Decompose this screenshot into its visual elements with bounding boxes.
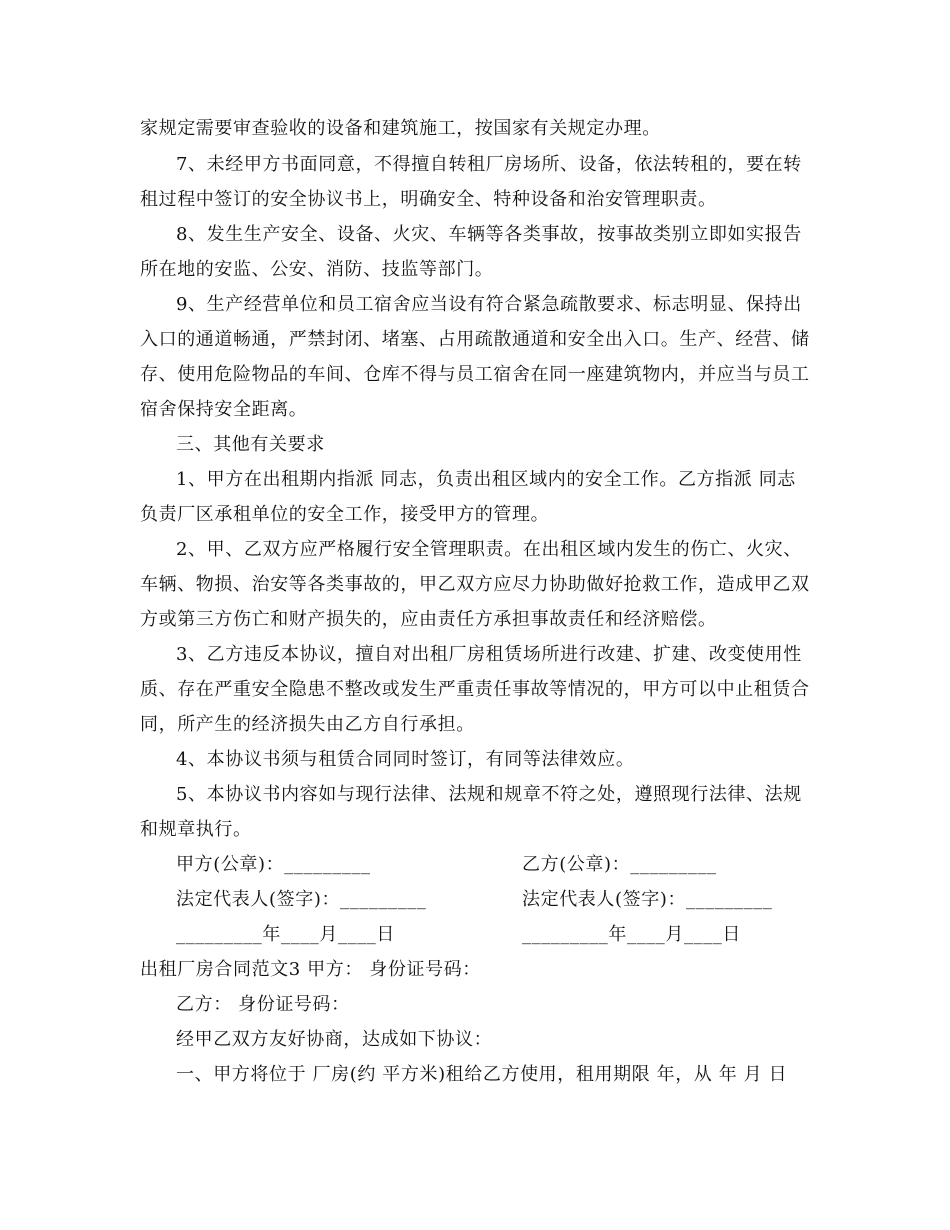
contract-3-agreement-line: 经甲乙双方友好协商，达成如下协议：: [176, 1029, 493, 1050]
party-a-representative: 法定代表人(签字)：_________: [176, 889, 427, 910]
req-5-line-2: 和规章执行。: [140, 819, 252, 840]
req-1-line-2: 负责厂区承租单位的安全工作，接受甲方的管理。: [140, 504, 550, 525]
clause-7-line-2: 租过程中签订的安全协议书上，明确安全、特种设备和治安管理职责。: [140, 189, 717, 210]
clause-9-line-1: 9、生产经营单位和员工宿舍应当设有符合紧急疏散要求、标志明显、保持出: [176, 294, 802, 315]
contract-3-title-line: 出租厂房合同范文3 甲方： 身份证号码：: [140, 959, 481, 980]
section-heading: 三、其他有关要求: [176, 434, 325, 455]
clause-7-line-1: 7、未经甲方书面同意，不得擅自转租厂房场所、设备，依法转租的，要在转: [176, 154, 802, 175]
clause-9-line-3: 存、使用危险物品的车间、仓库不得与员工宿舍在同一座建筑物内，并应当与员工: [140, 364, 810, 385]
party-b-seal: 乙方(公章)：_________: [522, 854, 717, 875]
req-3-line-2: 质、存在严重安全隐患不整改或发生严重责任事故等情况的，甲方可以中止租赁合: [140, 679, 810, 700]
req-4-line: 4、本协议书须与租赁合同同时签订，有同等法律效应。: [176, 749, 635, 770]
req-2-line-3: 方或第三方伤亡和财产损失的，应由责任方承担事故责任和经济赔偿。: [140, 609, 717, 630]
party-b-date: _________年____月____日: [522, 924, 741, 945]
paragraph-line: 家规定需要审查验收的设备和建筑施工，按国家有关规定办理。: [140, 118, 661, 139]
clause-8-line-1: 8、发生生产安全、设备、火灾、车辆等各类事故，按事故类别立即如实报告: [176, 224, 802, 245]
req-1-line-1: 1、甲方在出租期内指派 同志，负责出租区域内的安全工作。乙方指派 同志: [176, 469, 796, 490]
req-2-line-1: 2、甲、乙双方应严格履行安全管理职责。在出租区域内发生的伤亡、火灾、: [176, 539, 802, 560]
party-a-seal: 甲方(公章)：_________: [176, 854, 371, 875]
party-b-representative: 法定代表人(签字)：_________: [522, 889, 773, 910]
contract-3-clause-1-line: 一、甲方将位于 厂房(约 平方米)租给乙方使用，租用期限 年，从 年 月 日: [176, 1064, 788, 1085]
req-3-line-1: 3、乙方违反本协议，擅自对出租厂房租赁场所进行改建、扩建、改变使用性: [176, 644, 802, 665]
clause-9-line-2: 入口的通道畅通，严禁封闭、堵塞、占用疏散通道和安全出入口。生产、经营、储: [140, 329, 810, 350]
clause-9-line-4: 宿舍保持安全距离。: [140, 399, 308, 420]
req-5-line-1: 5、本协议书内容如与现行法律、法规和规章不符之处，遵照现行法律、法规: [176, 784, 802, 805]
req-2-line-2: 车辆、物损、治安等各类事故的，甲乙双方应尽力协助做好抢救工作，造成甲乙双: [140, 574, 810, 595]
contract-3-party-b-line: 乙方： 身份证号码：: [176, 994, 350, 1015]
req-3-line-3: 同，所产生的经济损失由乙方自行承担。: [140, 714, 475, 735]
party-a-date: _________年____月____日: [176, 924, 395, 945]
clause-8-line-2: 所在地的安监、公安、消防、技监等部门。: [140, 259, 494, 280]
